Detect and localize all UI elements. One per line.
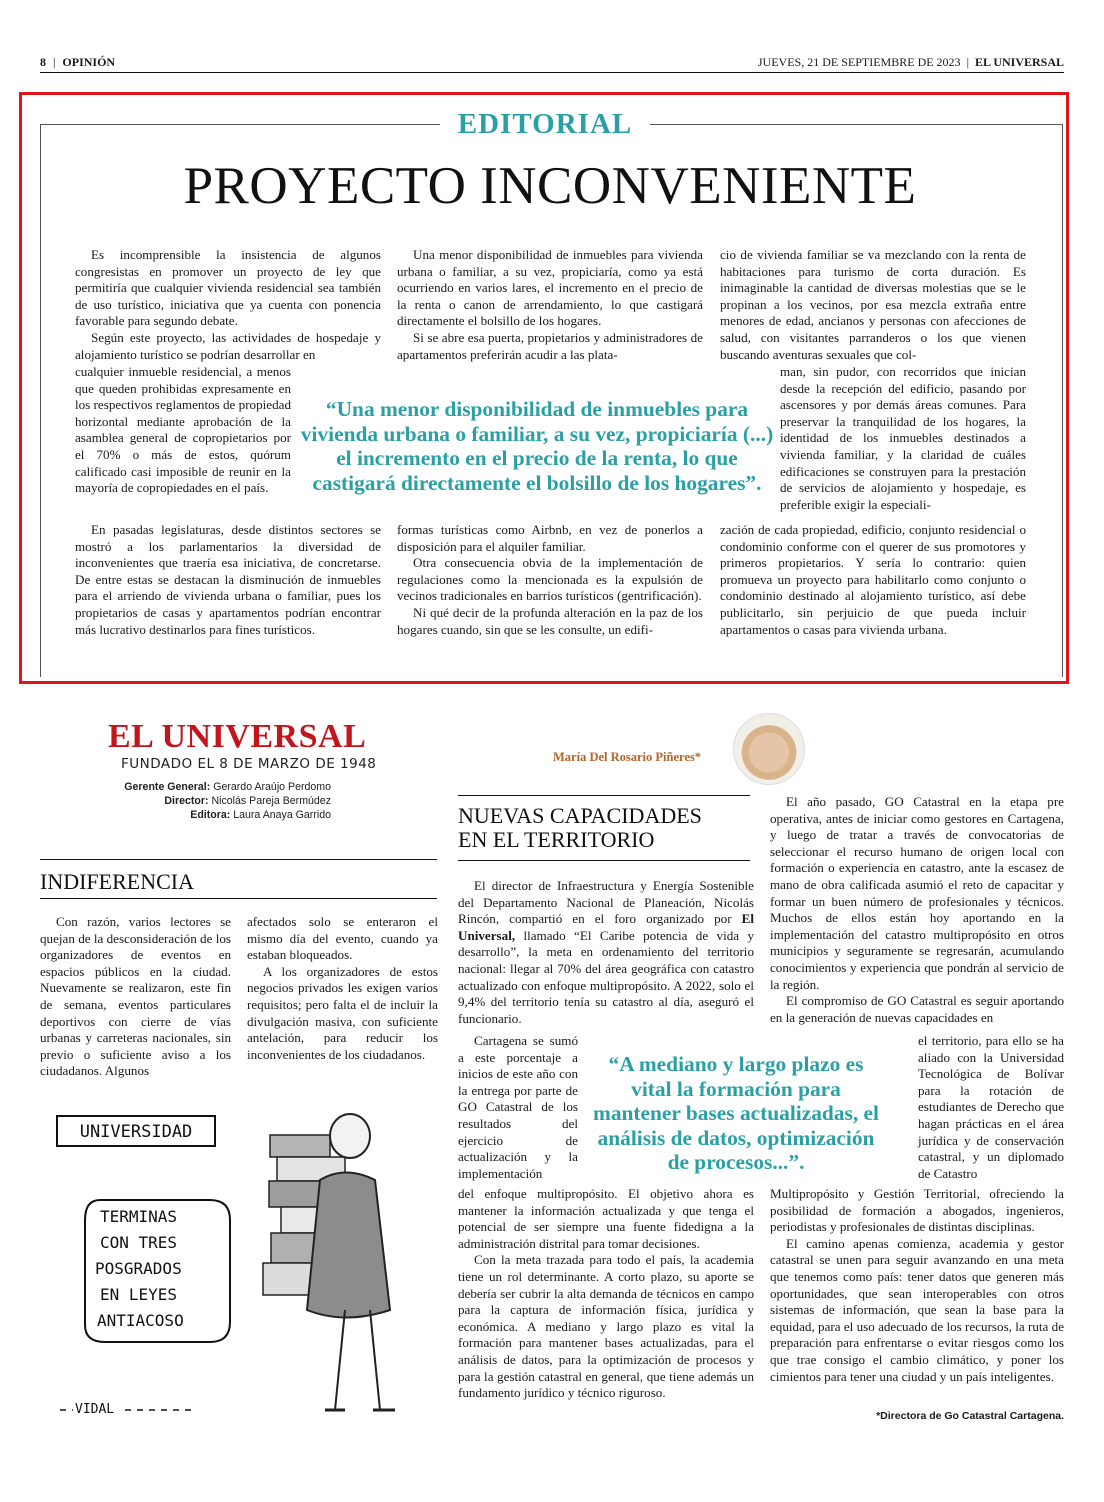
editorial-headline: PROYECTO INCONVENIENTE	[183, 157, 917, 215]
editorial-col2-top	[397, 247, 703, 363]
indiferencia-col1: Con razón, varios lectores se quejan de la desconsideración de los organizadores de eventos en espacios públicos en la ciudad. Nuevamente se realizaron, este fin de semana, eventos particulares deportivos con cierre de vías urbanas y carreteras nacionales, sin previo o suficiente aviso a los ciudadanos. Algunos	[40, 914, 231, 1079]
editorial-col3-mid: man, sin pudor, con recorridos que inician desde la recepción del edificio, pasando por ascensores y por demás áreas comunes. Para preservar la tranquilidad de los hogares, la identidad de los inmuebles destinados a vivienda familiar, y la claridad de cuáles edificaciones se construyen para la prestación de servicios de alojamiento y hospedaje, es preferible exigir la especiali-	[780, 364, 1026, 512]
indiferencia-bottom-rule	[40, 898, 437, 899]
paragraph: El director de Infraestructura y Energía Sostenible del Departamento Nacional de Planeación, Nicolás Rincón, compartió en el foro organizado por El Universal, llamado “El Caribe potencia de vida y desarrollo”, la meta en ordenamiento del territorio nacional: llegar al 70% del área geográfica con catastro actualizado con enfoque multipropósito. A 2022, solo el 9,4% del territorio tenía su catastro al día, aseguró el funcionario.	[458, 878, 754, 1026]
editorial-cartoon	[45, 1110, 440, 1430]
paragraph: A los organizadores de estos negocios privados les exigen varios requisitos; pero falta el de incluir la divulgación masiva, con suficiente antelación, para reducir los inconvenientes de los ciudadanos.	[247, 963, 438, 1062]
header-rule	[40, 72, 1064, 73]
staff-person: Nicolás Pareja Bermúdez	[211, 795, 331, 807]
column-col1-bottom	[458, 1186, 754, 1402]
paragraph: Una menor disponibilidad de inmuebles para vivienda urbana o familiar, a su vez, propiciaría, como ya está ocurriendo en varios lares, el incremento en el precio de la renta o canon de arrendamiento, lo que castigará directamente el bolsillo de los hogares.	[397, 247, 703, 329]
bold-name: El Universal,	[458, 911, 754, 943]
column-title-bottom-rule	[458, 860, 750, 861]
indiferencia-top-rule	[40, 859, 437, 860]
paragraph: afectados solo se enteraron el mismo día del evento, cuando ya estaban bloqueados.	[247, 914, 438, 963]
staff-role: Editora:	[190, 809, 231, 821]
page-number: 8	[40, 55, 46, 69]
paragraph: Si se abre esa puerta, propietarios y administradores de apartamentos preferirán acudir a las plata-	[397, 329, 703, 362]
author-footnote: *Directora de Go Catastral Cartagena.	[876, 1410, 1064, 1422]
paragraph: Según este proyecto, las actividades de hospedaje y alojamiento turístico se podrían desarrollar en	[75, 329, 381, 362]
staff-line	[120, 780, 331, 794]
paragraph: Otra consecuencia obvia de la implementación de regulaciones como la mencionada es la expulsión de vecinos tradicionales en barrios turísticos (gentrificación).	[397, 555, 703, 604]
column-title-line: NUEVAS CAPACIDADES	[458, 803, 702, 828]
column-title-top-rule	[458, 795, 750, 796]
column-col1-narrow: Cartagena se sumó a este porcentaje a inicios de este año con la entrega por parte de GO Catastral de los resultados del ejercicio de actualización y la implementación	[458, 1033, 578, 1181]
editorial-col1-top	[75, 247, 381, 363]
editorial-label: EDITORIAL	[440, 106, 650, 142]
paragraph: Es incomprensible la insistencia de algunos congresistas en promover un proyecto de ley que permitiría que cualquier vivienda residencial sea también de uso turístico, iniciativa que ya cuenta con ponencia favorable para segundo debate.	[75, 247, 381, 329]
column-col1-top	[458, 878, 754, 1027]
column-pull-quote: “A mediano y largo plazo es vital la formación para mantener bases actualizadas, el análisis de datos, optimización de procesos...”.	[593, 1052, 879, 1174]
staff-role: Director:	[164, 795, 209, 807]
editorial-pull-quote: “Una menor disponibilidad de inmuebles para vivienda urbana o familiar, a su vez, propiciaría (...) el incremento en el precio de la renta, lo que castigará directamente el bolsillo de los hogares”.	[300, 397, 774, 495]
column-title-line: EN EL TERRITORIO	[458, 827, 655, 852]
column-col2-bottom	[770, 1186, 1064, 1385]
paragraph: Ni qué decir de la profunda alteración en la paz de los hogares cuando, sin que se les consulte, un edifi-	[397, 604, 703, 637]
column-author: María Del Rosario Piñeres*	[553, 750, 701, 764]
paragraph: El compromiso de GO Catastral es seguir aportando en la generación de nuevas capacidades en	[770, 993, 1064, 1025]
cartoon-sign-text: UNIVERSIDAD	[79, 1122, 193, 1142]
paragraph: del enfoque multipropósito. El objetivo ahora es mantener la información actualizada y que tenga el potencial de ser siempre una fuente fidedigna a la administración distrital para tomar decisiones.	[458, 1186, 754, 1251]
section-name: OPINIÓN	[62, 55, 116, 69]
editorial-col1-mid: cualquier inmueble residencial, a menos que queden prohibidas expresamente en los respectivos reglamentos de propiedad horizontal mediante aprobación de la asamblea general de copropietarios por el 70% o más de estos, quórum calificado casi imposible de reunir en la mayoría de copropiedades en el país.	[75, 364, 291, 496]
editorial-col1-bottom: En pasadas legislaturas, desde distintos sectores se mostró a los parlamentarios la diversidad de inconvenientes que traería esa iniciativa, de concretarse. De entre estas se destacan la disminución de inmuebles para el arriendo de vivienda urbana o familiar, pues los propietarios de casas y apartamentos podrían encontrar más lucrativo destinarlos para fines turísticos.	[75, 522, 381, 637]
masthead-logo: EL UNIVERSAL	[108, 718, 367, 755]
masthead-staff	[120, 780, 331, 822]
staff-line	[120, 808, 331, 822]
speech-bubble-text: TERMINAS CON TRES POSGRADOS EN LEYES ANTIACOSO	[95, 1207, 184, 1330]
editorial-col3-bottom: zación de cada propiedad, edificio, conjunto residencial o condominio conforme con el querer de sus promotores y primeros propietarios. Y sería lo contrario: quien promueva un proyecto para habilitarlo como conjunto o condominio destinado al alojamiento turístico, así debe publicitarlo, sin perjuicio de que pueda incluir apartamentos o casas para vivienda urbana.	[720, 522, 1026, 637]
staff-line	[120, 794, 331, 808]
paragraph: El camino apenas comienza, academia y gestor catastral se unen para seguir avanzando en una meta que tenemos como país: tener datos que generen más oportunidades, que sean interoperables con otros sistemas de información, que sean la base para la equidad, para el uso adecuado de los recursos, la ruta de preparación para enfrentarse o evitar riesgos como los que trae consigo el cambio climático, y poner los cimientos para tener una ciudad y un país inteligentes.	[770, 1235, 1064, 1384]
column-col2-narrow: el territorio, para ello se ha aliado con la Universidad Tecnológica de Bolívar para la rotación de estudiantes de Derecho que hagan prácticas en el área jurídica y de conservación catastral, y un diplomado de Catastro	[918, 1033, 1064, 1181]
staff-person: Laura Anaya Garrido	[233, 809, 331, 821]
staff-role: Gerente General:	[124, 781, 211, 793]
cartoon-signature: VIDAL	[75, 1402, 115, 1417]
paragraph: El año pasado, GO Catastral en la etapa pre operativa, antes de iniciar como gestores en Cartagena, y luego de tratar a través de convocatorias de seleccionar el recurso humano de origen local con formación o experiencia en catastro, ante la escasez de mano de obra calificada asumió el reto de capacitar y formar un buen número de profesionales y técnicos. Muchos de ellos están hoy aportando en la implementación del catastro multipropósito en otros municipios y seguramente se regresarán, acumulando conocimientos y experiencia que pondrán al servicio de la región.	[770, 794, 1064, 992]
paragraph: Con la meta trazada para todo el país, la academia tiene un rol determinante. A corto plazo, su aporte se debería ser cubrir la alta demanda de técnicos en campo para la captura de información física, jurídica y económica. A mediano y largo plazo es vital la formación para mantener bases actualizadas, para el análisis de datos, para la optimización de procesos y para la gestión catastral en general, que tiene además un fundamento jurídico y técnico riguroso.	[458, 1252, 754, 1401]
masthead-founded: FUNDADO EL 8 DE MARZO DE 1948	[121, 756, 377, 772]
indiferencia-col2	[247, 914, 438, 1063]
editorial-col2-bottom	[397, 522, 703, 638]
staff-person: Gerardo Araújo Perdomo	[213, 781, 331, 793]
column-col2-top	[770, 794, 1064, 1026]
page-header-left: 8 | OPINIÓN	[40, 55, 116, 69]
indiferencia-title: INDIFERENCIA	[40, 869, 194, 894]
paragraph: Multipropósito y Gestión Territorial, ofreciendo la posibilidad de formación a abogados, ingenieros, periodistas y profesionales de distintas disciplinas.	[770, 1186, 1064, 1235]
page-header-right: JUEVES, 21 DE SEPTIEMBRE DE 2023 | EL UNIVERSAL	[757, 55, 1064, 69]
author-avatar	[733, 713, 805, 785]
paragraph: formas turísticas como Airbnb, en vez de ponerlos a disposición para el alquiler familiar.	[397, 522, 703, 554]
issue-date: JUEVES, 21 DE SEPTIEMBRE DE 2023	[757, 55, 961, 69]
newspaper-name: EL UNIVERSAL	[974, 55, 1064, 69]
column-title	[458, 804, 750, 852]
editorial-col3-top: cio de vivienda familiar se va mezclando con la renta de habitaciones para turismo de corta duración. Es inimaginable la cantidad de diversas molestias que se le propinan a los vecinos, por esa mezcla extraña entre menores de edad, ancianos y personas con afecciones de salud, con visitantes parranderos o los que vienen buscando aventuras sexuales que col-	[720, 247, 1026, 362]
